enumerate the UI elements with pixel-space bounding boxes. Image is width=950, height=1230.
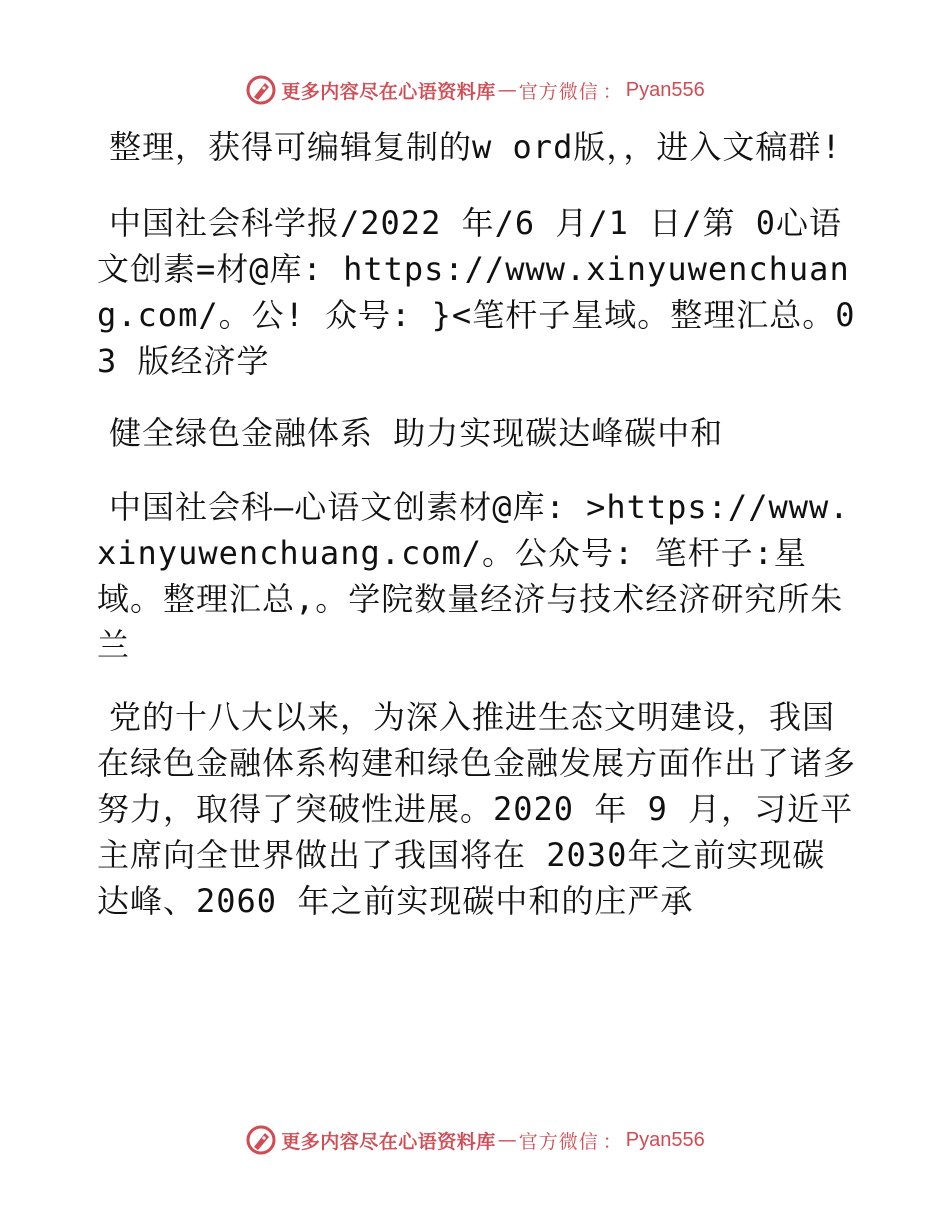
document-body [97,124,857,948]
header-watermark [0,70,950,110]
watermark-text: 更多内容尽在心语资料库 [281,1130,496,1153]
watermark-text: 更多内容尽在心语资料库 [281,80,496,103]
watermark-wechat-id: Pyan556 [625,78,705,101]
source-info-paragraph: 中国社会科学报/2022 年/6 月/1 日/第 0心语文创素=材@库: https://www.xinyuwenchuang.com/。公! 众号: }<笔杆子星域。整理汇总。03 版经济学 [97,204,856,380]
watermark-dash: — [497,1129,517,1151]
author-paragraph: 中国社会科—心语文创素材@库: >https://www.xinyuwenchuang.com/。公众号: 笔杆子:星域。整理汇总,。学院数量经济与技术经济研究所朱兰 [97,488,850,664]
pen-nib-logo-icon [245,74,277,106]
footer-watermark [0,1120,950,1160]
watermark-colon: ： [602,80,622,103]
watermark-colon: ： [602,1130,622,1153]
watermark-official-label: 官方微信 [518,80,599,103]
body-paragraph: 党的十八大以来，为深入推进生态文明建设，我国在绿色金融体系构建和绿色金融发展方面作出了诸多努力，取得了突破性进展。2020 年 9 月，习近平主席向全世界做出了我国将在 2030年之前实现碳达峰、2060 年之前实现碳中和的庄严承 [97,698,857,920]
watermark-dash: — [497,79,517,101]
watermark-official-label: 官方微信 [518,1130,599,1153]
watermark-wechat-id: Pyan556 [625,1128,705,1151]
intro-note-paragraph: 整理，获得可编辑复制的w ord版，，进入文稿群! [109,128,842,166]
article-title: 健全绿色金融体系 助力实现碳达峰碳中和 [109,414,724,452]
pen-nib-logo-icon [245,1124,277,1156]
